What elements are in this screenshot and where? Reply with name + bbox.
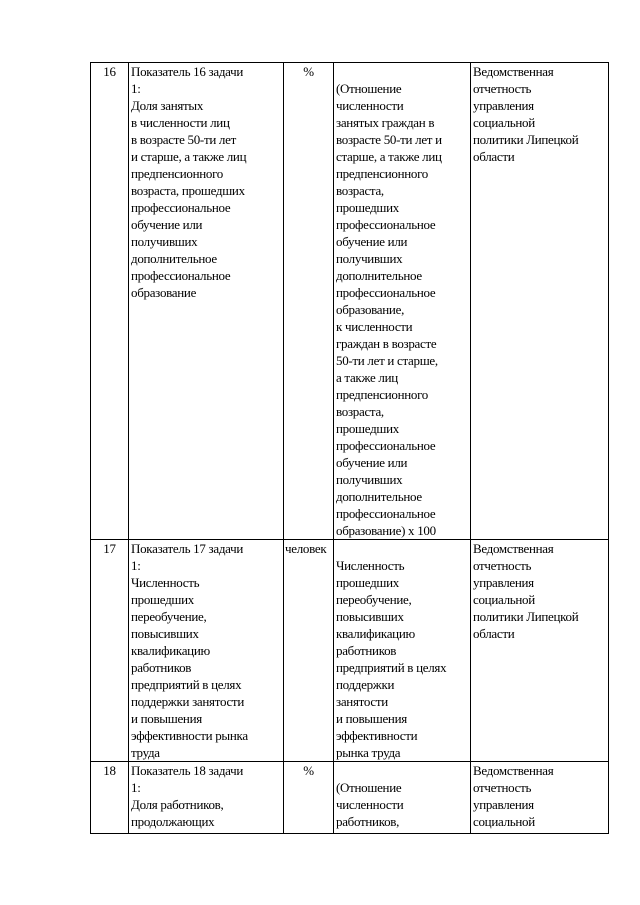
cell-text-line: управления (473, 797, 534, 812)
cell-text-line: образование (131, 285, 197, 300)
cell-text-line: квалификацию (131, 643, 210, 658)
cell-text-line: профессиональное (336, 438, 436, 453)
cell-text-line: прошедших (336, 421, 399, 436)
cell-text-line: получивших (336, 472, 403, 487)
cell-text-line: граждан в возрасте (336, 336, 437, 351)
unit-cell: человек (284, 540, 334, 762)
row-number: 16 (91, 63, 129, 540)
cell-text-line: в численности лиц (131, 115, 230, 130)
indicator-cell (129, 762, 284, 834)
cell-text-line: эффективности (336, 728, 418, 743)
cell-text-line: и повышения (131, 711, 202, 726)
row-number: 17 (91, 540, 129, 762)
cell-text-line: Ведомственная (473, 541, 554, 556)
cell-text-line: Показатель 16 задачи (131, 64, 243, 79)
cell-text-line: обучение или (131, 217, 203, 232)
table-row (91, 63, 609, 540)
cell-text-line: продолжающих (131, 814, 215, 829)
unit-cell: % (284, 762, 334, 834)
indicators-table (90, 62, 609, 834)
formula-cell (334, 762, 471, 834)
cell-text-line: Доля работников, (131, 797, 224, 812)
cell-text-line: повысивших (131, 626, 199, 641)
cell-text-line: 1: (131, 780, 141, 795)
cell-text-line: старше, а также лиц (336, 149, 442, 164)
cell-text-line: социальной (473, 814, 535, 829)
cell-text-line: 50-ти лет и старше, (336, 353, 438, 368)
cell-text-line: предприятий в целях (336, 660, 447, 675)
cell-text-line: возраста, (336, 183, 384, 198)
cell-text-line: работников, (336, 814, 400, 829)
cell-text-line: поддержки занятости (131, 694, 244, 709)
cell-text-line: отчетность (473, 81, 532, 96)
cell-text-line: профессиональное (131, 200, 231, 215)
cell-text-line: социальной (473, 115, 535, 130)
cell-text-line: переобучение, (131, 609, 207, 624)
formula-cell (334, 63, 471, 540)
cell-text-line: возрасте 50-ти лет и (336, 132, 442, 147)
cell-text-line: профессиональное (336, 506, 436, 521)
cell-text-line: Показатель 17 задачи (131, 541, 243, 556)
cell-text-line: поддержки (336, 677, 395, 692)
cell-text-line: профессиональное (131, 268, 231, 283)
indicator-cell (129, 63, 284, 540)
cell-text-line: предпенсионного (131, 166, 224, 181)
cell-text-line: прошедших (131, 592, 194, 607)
unit-cell: % (284, 63, 334, 540)
cell-text-line: образование, (336, 302, 405, 317)
cell-text-line: профессиональное (336, 285, 436, 300)
cell-text-line: а также лиц (336, 370, 398, 385)
cell-text-line: возраста, прошедших (131, 183, 245, 198)
cell-text-line: политики Липецкой (473, 609, 579, 624)
cell-text-line: работников (131, 660, 192, 675)
cell-text-line: и повышения (336, 711, 407, 726)
cell-text-line: области (473, 626, 515, 641)
cell-text-line: образование) х 100 (336, 523, 436, 538)
cell-text-line: возраста, (336, 404, 384, 419)
cell-text-line: управления (473, 98, 534, 113)
cell-text-line: 1: (131, 81, 141, 96)
source-cell (471, 540, 609, 762)
cell-text-line: дополнительное (336, 489, 422, 504)
cell-text-line: получивших (336, 251, 403, 266)
table-row (91, 762, 609, 834)
cell-text-line: труда (131, 745, 160, 760)
formula-cell (334, 540, 471, 762)
cell-text-line: Численность (336, 558, 405, 573)
cell-text-line: отчетность (473, 780, 532, 795)
cell-text-line: занятости (336, 694, 388, 709)
document-page (90, 62, 608, 834)
cell-text-line: прошедших (336, 200, 399, 215)
cell-text-line: 1: (131, 558, 141, 573)
cell-text-line: Показатель 18 задачи (131, 763, 243, 778)
cell-text-line: обучение или (336, 455, 408, 470)
cell-text-line: занятых граждан в (336, 115, 435, 130)
cell-text-line: работников (336, 643, 397, 658)
cell-text-line: области (473, 149, 515, 164)
cell-text-line: предпенсионного (336, 166, 429, 181)
table-row (91, 540, 609, 762)
cell-text-line: к численности (336, 319, 413, 334)
source-cell (471, 63, 609, 540)
cell-text-line: обучение или (336, 234, 408, 249)
cell-text-line: повысивших (336, 609, 404, 624)
cell-text-line: дополнительное (336, 268, 422, 283)
cell-text-line: дополнительное (131, 251, 217, 266)
cell-text-line: предприятий в целях (131, 677, 242, 692)
cell-text-line: переобучение, (336, 592, 412, 607)
cell-text-line: предпенсионного (336, 387, 429, 402)
cell-text-line: и старше, а также лиц (131, 149, 247, 164)
cell-text-line: Ведомственная (473, 763, 554, 778)
cell-text-line: социальной (473, 592, 535, 607)
cell-text-line: рынка труда (336, 745, 401, 760)
cell-text-line: (Отношение (336, 780, 402, 795)
cell-text-line: политики Липецкой (473, 132, 579, 147)
cell-text-line: квалификацию (336, 626, 415, 641)
cell-text-line: профессиональное (336, 217, 436, 232)
cell-text-line: эффективности рынка (131, 728, 248, 743)
row-number: 18 (91, 762, 129, 834)
cell-text-line: численности (336, 797, 404, 812)
cell-text-line: Численность (131, 575, 200, 590)
source-cell (471, 762, 609, 834)
cell-text-line: Доля занятых (131, 98, 204, 113)
cell-text-line: в возрасте 50-ти лет (131, 132, 236, 147)
cell-text-line: Ведомственная (473, 64, 554, 79)
cell-text-line: численности (336, 98, 404, 113)
cell-text-line: управления (473, 575, 534, 590)
cell-text-line: получивших (131, 234, 198, 249)
cell-text-line: отчетность (473, 558, 532, 573)
cell-text-line: (Отношение (336, 81, 402, 96)
cell-text-line: прошедших (336, 575, 399, 590)
indicator-cell (129, 540, 284, 762)
